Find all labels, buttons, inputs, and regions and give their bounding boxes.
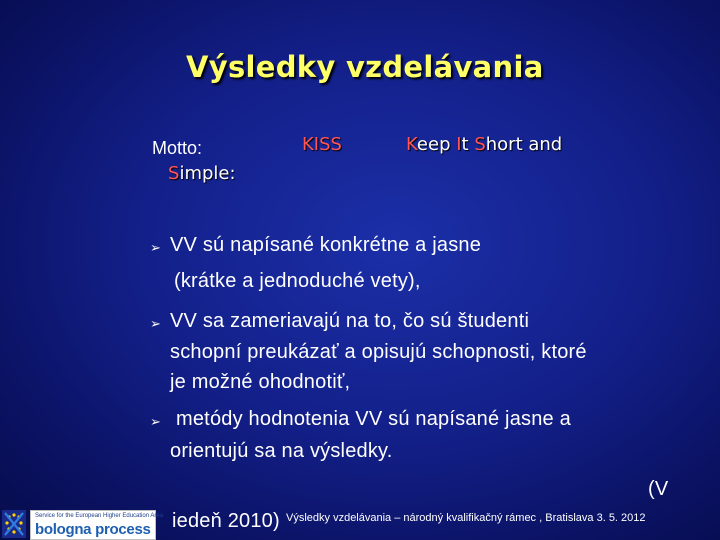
kiss-word-it: t — [461, 134, 475, 155]
bullet-1-line-1: VV sú napísané konkrétne a jasne — [170, 234, 482, 256]
kiss-letter-k: K — [406, 134, 417, 155]
bullet-2-line-1: VV sa zameriavajú na to, čo sú študenti — [170, 310, 530, 332]
simple-word — [168, 163, 236, 184]
slide-title: Výsledky vzdelávania — [186, 50, 544, 84]
kiss-letter-i: I — [456, 134, 462, 155]
bullet-2-line-2: schopní preukázať a opisujú schopnosti, ktoré — [170, 341, 587, 363]
logo-box — [30, 510, 164, 540]
bullet-2-line-3: je možné ohodnotiť, — [170, 371, 351, 393]
bullet-arrow-icon: ➢ — [150, 316, 161, 331]
footer-text: Výsledky vzdelávania – národný kvalifikačný rámec , Bratislava 3. 5. 2012 — [286, 512, 646, 524]
kiss-word-keep: eep — [416, 134, 457, 155]
bullet-3-line-1: metódy hodnotenia VV sú napísané jasne a — [176, 408, 571, 430]
bullet-arrow-icon: ➢ — [150, 240, 161, 255]
kiss-acronym: KISS — [302, 134, 342, 155]
motto-label: Motto: — [152, 138, 203, 158]
eu-stars-icon — [2, 510, 26, 538]
bullet-3-line-2: orientujú sa na výsledky. — [170, 440, 393, 462]
bullet-1-line-2: (krátke a jednoduché vety), — [174, 270, 421, 292]
logo-big-text: bologna process — [35, 521, 151, 538]
kiss-word-short: hort and — [485, 134, 563, 155]
logo-small-text: Service for the European Higher Education Area — [35, 513, 164, 519]
kiss-letter-s: S — [474, 134, 486, 155]
bullet-arrow-icon: ➢ — [150, 414, 161, 429]
bologna-logo — [0, 508, 164, 540]
simple-rest: imple: — [179, 163, 236, 184]
citation-close: iedeň 2010) — [172, 510, 280, 532]
simple-letter-s: S — [168, 163, 180, 184]
citation-open: (V — [648, 478, 669, 500]
kiss-expansion — [406, 134, 562, 155]
